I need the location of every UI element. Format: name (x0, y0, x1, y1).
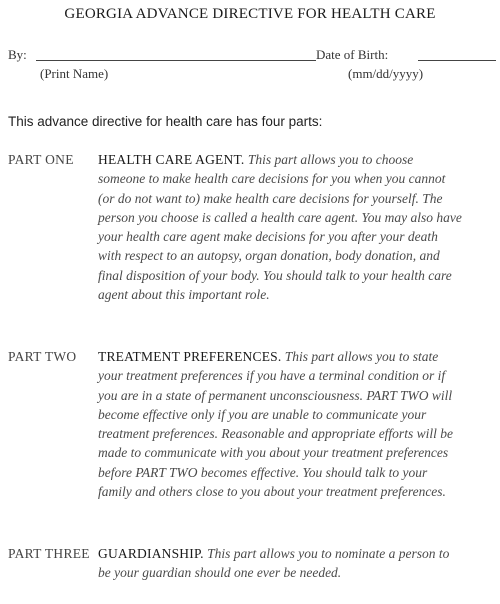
part-description: This part allows you to state your treatment preferences if you have a terminal condition or if you are in a state of permanent unconsciousness. PART TWO will become effective only if you are unable to communicate your treatment preferences. Reasonable and appropriate efforts will be made to communicate with you about your treatment preferences before PART TWO becomes effective. You should talk to your family and others close to you about your treatment preferences. (98, 349, 453, 500)
part-body (98, 347, 462, 501)
part-heading: HEALTH CARE AGENT. (98, 152, 245, 167)
by-label: By: (8, 47, 27, 62)
part-body (98, 544, 462, 583)
part-label: PART THREE (8, 546, 90, 561)
date-of-birth-label: Date of Birth: (316, 47, 389, 62)
part-heading: TREATMENT PREFERENCES. (98, 349, 282, 364)
intro-text: This advance directive for health care has four parts: (8, 114, 323, 129)
date-format-hint: (mm/dd/yyyy) (348, 66, 424, 81)
print-name-hint: (Print Name) (40, 66, 109, 81)
print-name-field[interactable] (36, 60, 316, 61)
document-title: GEORGIA ADVANCE DIRECTIVE FOR HEALTH CARE (64, 6, 436, 22)
part-label: PART TWO (8, 349, 77, 364)
part-description: This part allows you to choose someone to make health care decisions for you when you cannot (or do not want to) make health care decisions for yourself. The person you choose is called a health care agent. You may also have your health care agent make decisions for you after your death with respect to an autopsy, organ donation, body donation, and final disposition of your body. You should talk to your health care agent about this important role. (98, 152, 462, 303)
part-body (98, 150, 462, 304)
date-of-birth-field[interactable] (418, 60, 496, 61)
field-hints-row (0, 66, 500, 84)
part-label: PART ONE (8, 152, 74, 167)
part-description: This part allows you to nominate a person to be your guardian should one ever be needed. (98, 546, 450, 581)
part-heading: GUARDIANSHIP. (98, 546, 204, 561)
name-dob-row (8, 47, 496, 67)
